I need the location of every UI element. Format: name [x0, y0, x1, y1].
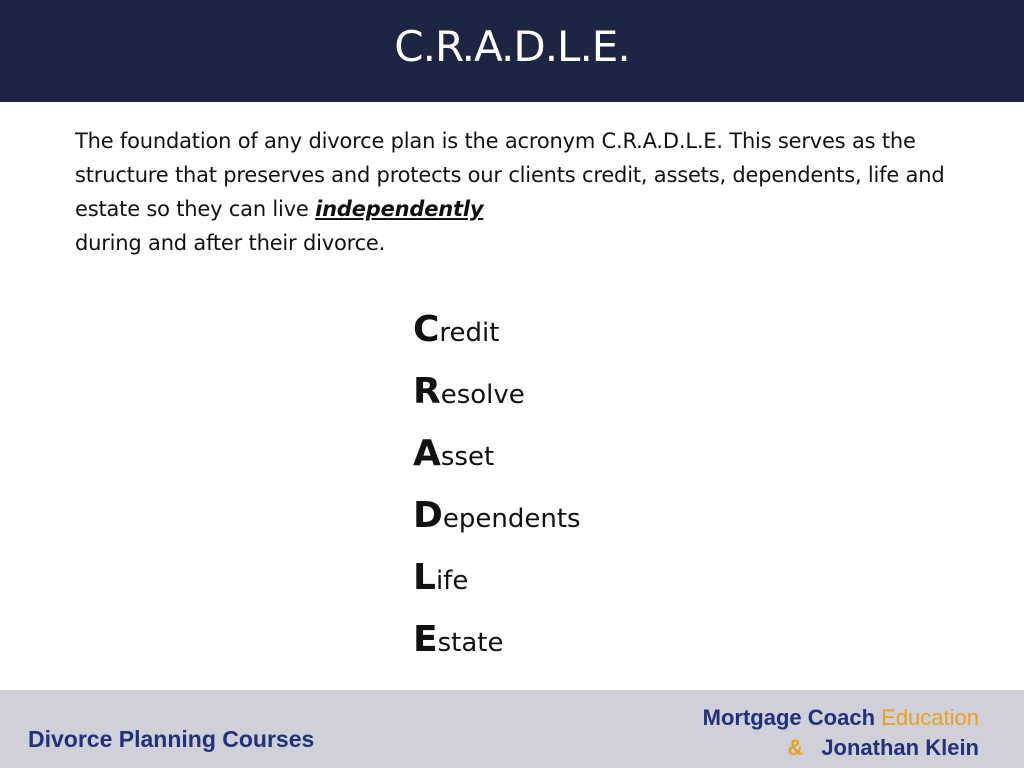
acronym-rest: redit: [439, 318, 500, 348]
acronym-initial: L: [413, 557, 436, 598]
footer-partner-line: [703, 733, 979, 763]
brand-primary: Mortgage Coach: [702, 705, 876, 730]
acronym-list: [413, 304, 581, 676]
acronym-initial: E: [413, 619, 438, 660]
acronym-item-dependents: [413, 490, 581, 552]
footer-course-label: Divorce Planning Courses: [28, 726, 315, 752]
acronym-rest: esolve: [440, 380, 525, 410]
partner-name: Jonathan Klein: [821, 735, 979, 760]
acronym-rest: ependents: [442, 504, 581, 534]
acronym-item-estate: [413, 614, 581, 676]
intro-text-after: during and after their divorce.: [75, 231, 386, 255]
acronym-rest: sset: [440, 442, 495, 472]
acronym-item-life: [413, 552, 581, 614]
acronym-initial: C: [413, 309, 440, 350]
acronym-initial: R: [413, 371, 441, 412]
acronym-rest: ife: [435, 566, 469, 596]
intro-text-before: The foundation of any divorce plan is the acronym C.R.A.D.L.E. This serves as the structure that preserves and protects our clients credit, assets, dependents, life and estate so they can live: [75, 129, 945, 221]
footer-brand-line: [703, 703, 979, 733]
acronym-rest: state: [437, 628, 504, 658]
acronym-item-resolve: [413, 366, 581, 428]
intro-emphasis: independently: [315, 197, 484, 221]
intro-paragraph: [75, 124, 975, 260]
brand-secondary: Education: [881, 705, 979, 730]
acronym-initial: A: [413, 433, 441, 474]
footer-branding: [703, 703, 979, 763]
title-bar: [0, 0, 1024, 102]
acronym-initial: D: [413, 495, 443, 536]
acronym-item-credit: [413, 304, 581, 366]
acronym-item-asset: [413, 428, 581, 490]
ampersand: &: [787, 735, 804, 760]
slide-title: C.R.A.D.L.E.: [394, 22, 630, 71]
